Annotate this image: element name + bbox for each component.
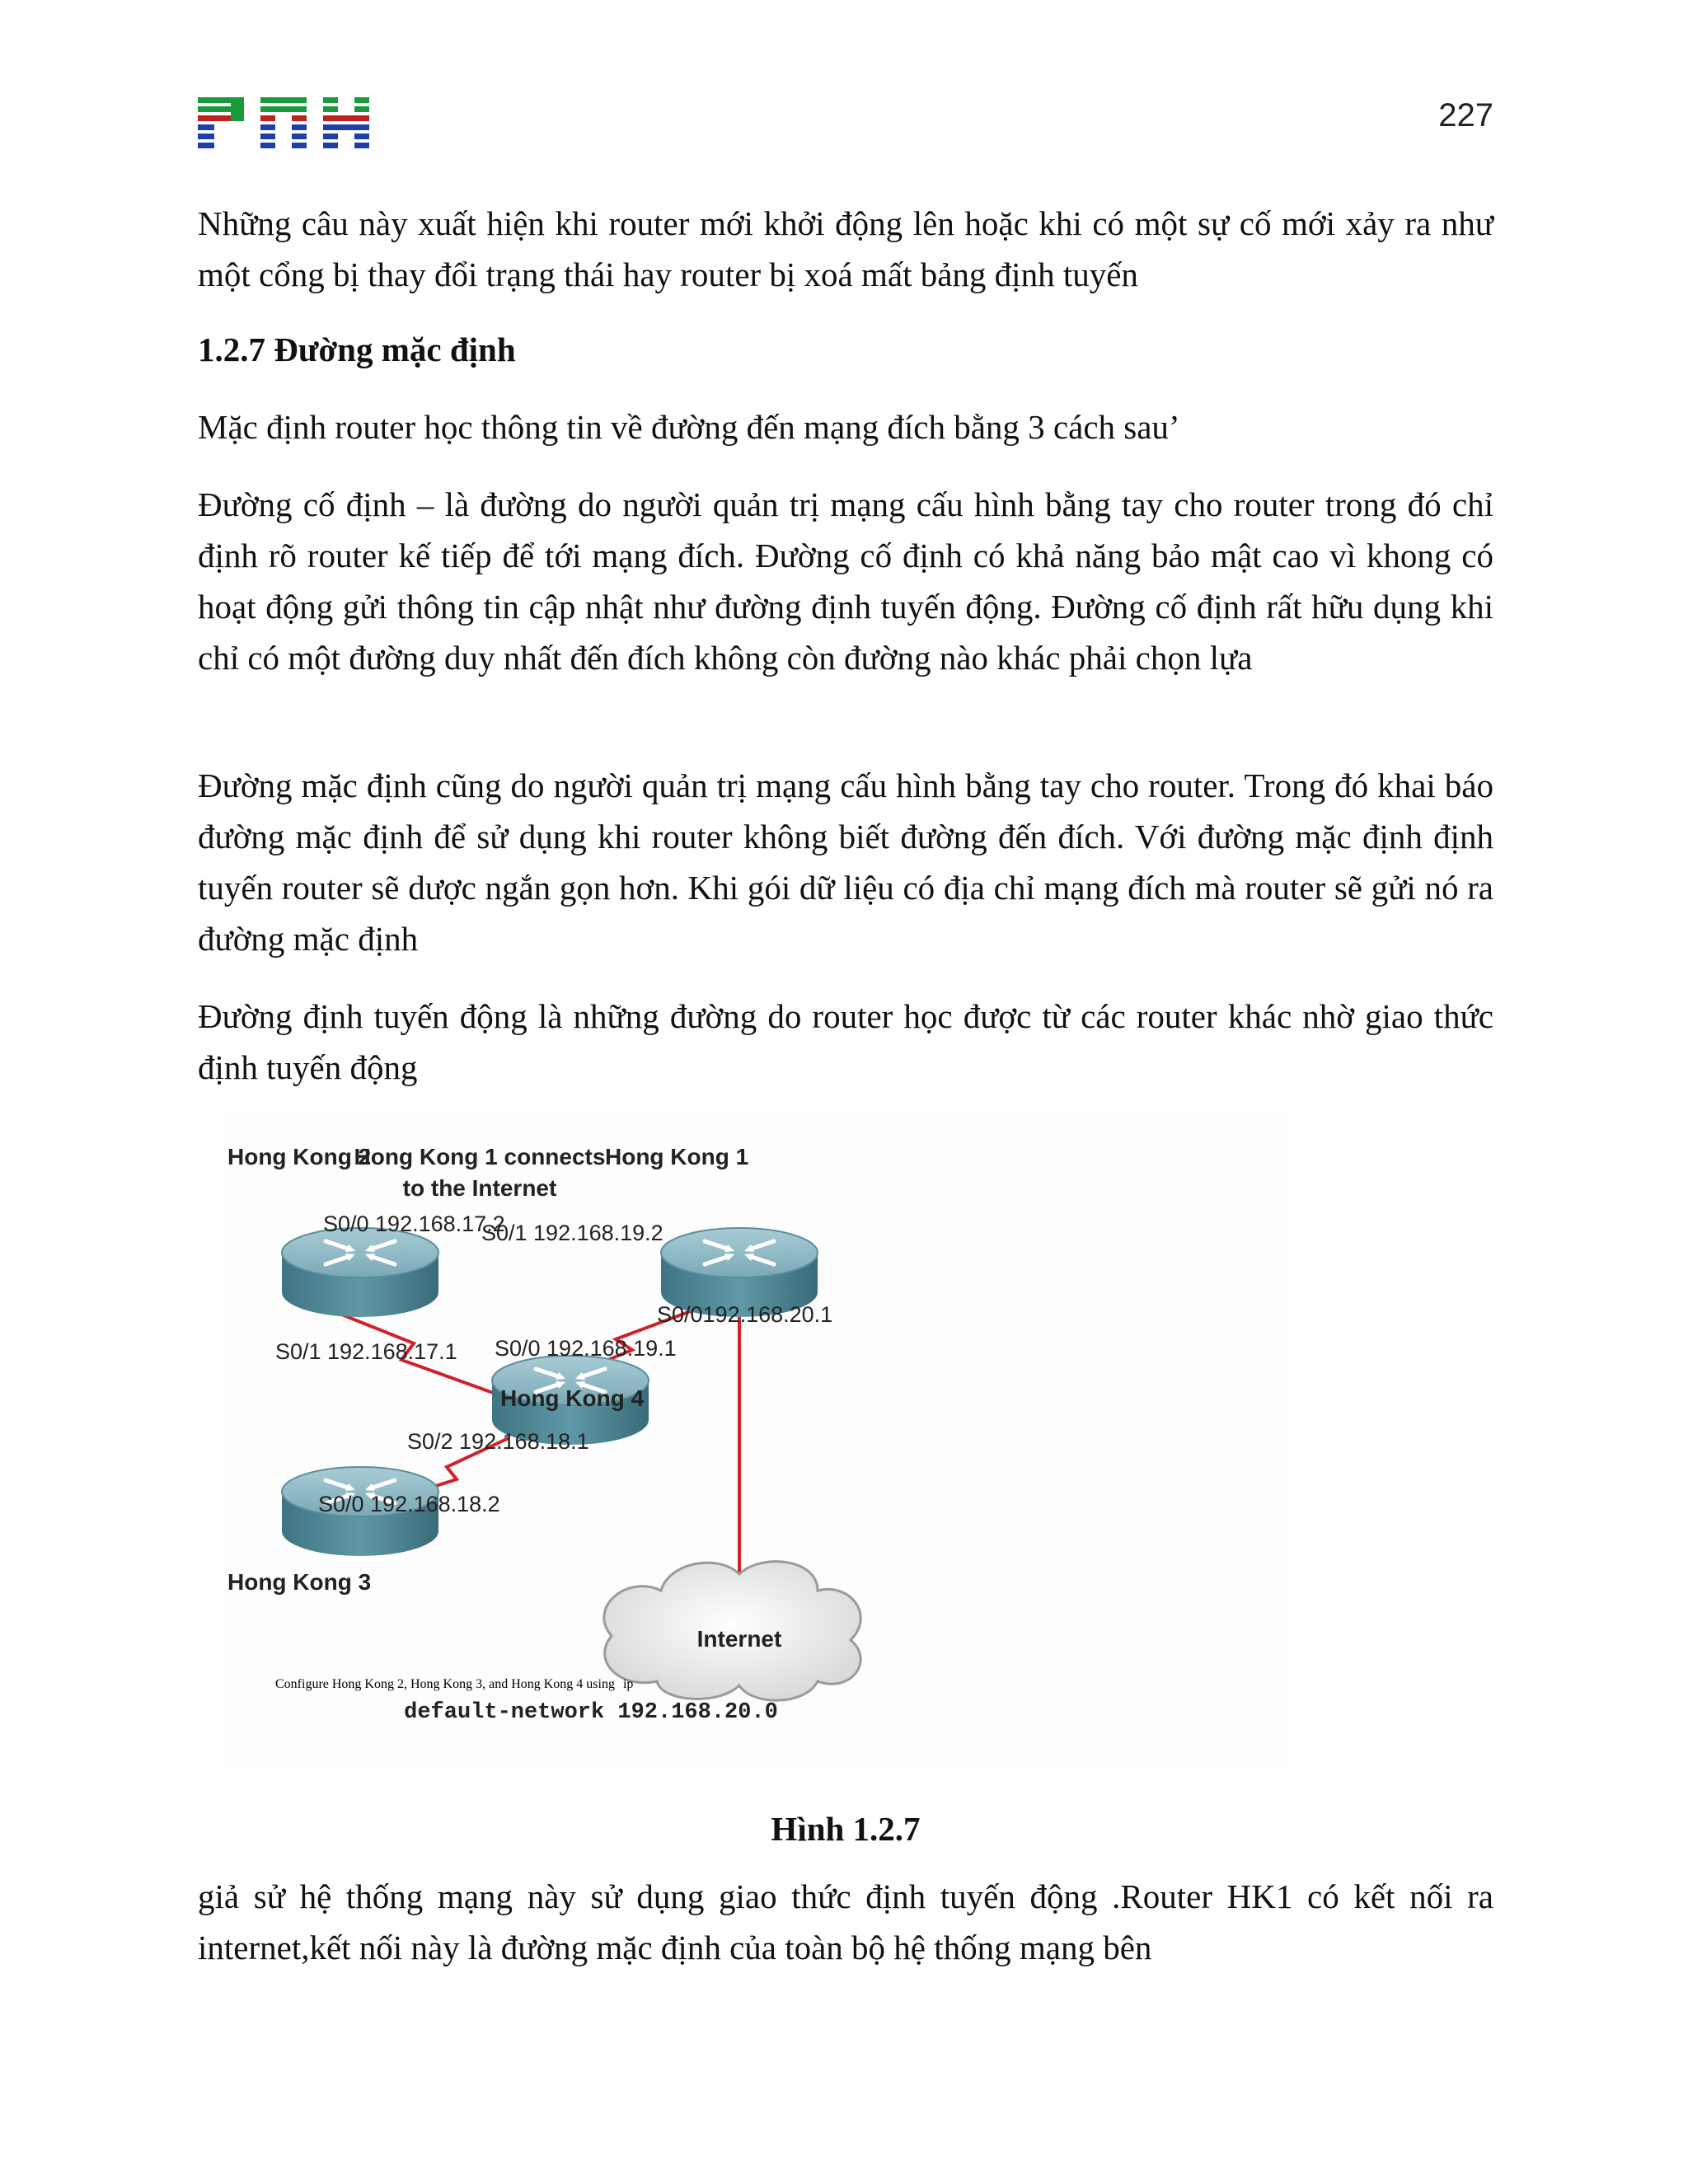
paragraph-three-ways: Mặc định router học thông tin về đường đến mạng đích bằng 3 cách sau’	[198, 408, 1180, 446]
logo-letter-h	[323, 97, 369, 148]
config-note-text: Configure Hong Kong 2, Hong Kong 3, and Hong Kong 4 using	[275, 1677, 615, 1691]
iface-hk1-s0-0: S0/0192.168.20.1	[657, 1302, 833, 1327]
paragraph-hk1-internet: giả sử hệ thống mạng này sử dụng giao thức định tuyến động .Router HK1 có kết nối ra internet,kết nối này là đường mặc định của toàn bộ hệ thống mạng bên	[198, 1877, 1493, 1966]
label-hong-kong-3: Hong Kong 3	[227, 1569, 372, 1595]
iface-hk4-s0-2: S0/2 192.168.18.1	[407, 1429, 589, 1454]
note-line-2: to the Internet	[402, 1175, 557, 1201]
figure-caption: Hình 1.2.7	[771, 1810, 921, 1848]
paragraph-default-route: Đường mặc định cũng do người quản trị mạng cấu hình bằng tay cho router. Trong đó khai báo đường mặc định để sử dụng khi router không biết đường đến đích. Với đường mặc định định tuyến router sẽ dược ngắn gọn hơn. Khi gói dữ liệu có địa chỉ mạng đích mà router sẽ gửi nó ra đường mặc định	[198, 766, 1493, 958]
iface-hk4-s0-0: S0/0 192.168.19.1	[495, 1336, 677, 1361]
paragraph-intro: Những câu này xuất hiện khi router mới khởi động lên hoặc khi có một sự cố mới xảy ra như một cổng bị thay đổi trạng thái hay router bị xoá mất bảng định tuyến	[198, 204, 1493, 293]
router-hong-kong-2	[282, 1228, 438, 1317]
logo-letter-n	[260, 97, 307, 148]
label-hong-kong-2: Hong Kong 2	[227, 1144, 372, 1169]
note-line-1: Hong Kong 1 connects	[354, 1144, 606, 1169]
paragraph-dynamic-route: Đường định tuyến động là những đường do router học được từ các router khác nhờ giao thức định tuyến động	[198, 997, 1493, 1086]
section-heading: 1.2.7 Đường mặc định	[198, 330, 516, 368]
logo-letter-p	[198, 97, 244, 148]
pnh-logo	[198, 97, 369, 148]
internet-label: Internet	[696, 1626, 782, 1652]
config-note-ip: ip	[622, 1677, 634, 1691]
iface-hk1-s0-1: S0/1 192.168.19.2	[481, 1221, 663, 1245]
label-hong-kong-4: Hong Kong 4	[500, 1385, 645, 1411]
config-note-line-1	[275, 1677, 633, 1691]
network-diagram	[224, 1113, 1287, 1768]
iface-hk2-s0-0: S0/0 192.168.17.2	[323, 1212, 505, 1236]
config-note-line-2: default-network 192.168.20.0	[404, 1700, 778, 1725]
label-hong-kong-1: Hong Kong 1	[605, 1144, 749, 1169]
paragraph-static-route: Đường cố định – là đường do người quản trị mạng cấu hình bằng tay cho router trong đó chỉ định rõ router kế tiếp để tới mạng đích. Đường cố định có khả năng bảo mật cao vì khong có hoạt động gửi thông tin cập nhật như đường định tuyến động. Đường cố định rất hữu dụng khi chỉ có một đường duy nhất đến đích không còn đường nào khác phải chọn lựa	[198, 485, 1493, 677]
iface-hk4-s0-1: S0/1 192.168.17.1	[275, 1339, 457, 1364]
iface-hk3-s0-0: S0/0 192.168.18.2	[318, 1492, 500, 1516]
page-number: 227	[1438, 97, 1493, 134]
